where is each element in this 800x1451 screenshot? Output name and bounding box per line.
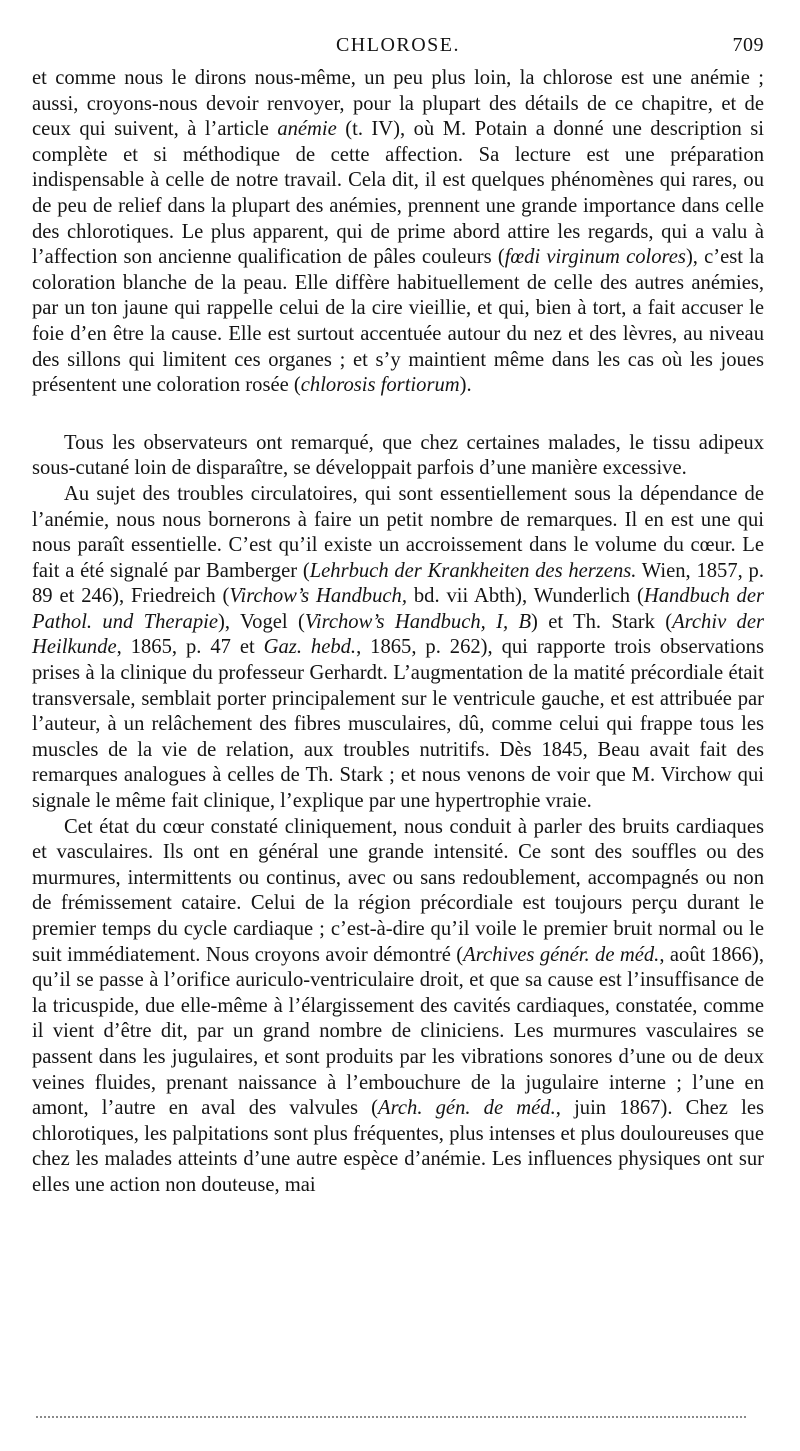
running-title: CHLOROSE. [335,34,461,56]
italic-run: Gaz. hebd. [263,636,357,659]
paragraph-4 [32,815,764,1199]
text-run: , 1865, p. 262), qui rapporte trois observations prises à la clinique du professeur Gerhardt. L’augmentation de la matité précordiale était transversale, semblait porter principalement sur le ventricule gauche, et est attribuée par l’auteur, à un relâchement des fibres musculaires, dû, comme celui qui frappe tous les muscles de la vie de relation, aux troubles nutritifs. Dès 1845, Beau avait fait des remarques analogues à celles de Th. Stark ; et nous venons de voir que M. Virchow qui signale le même fait clinique, l’explique par une hypertrophie vraie. [32,636,764,813]
paragraph-3 [32,482,764,815]
text-run: et comme nous le dirons nous-même, un peu plus loin, la chlorose est une anémie ; aussi, croyons-nous devoir renvoyer, pour la plupart des détails de ce chapitre, et de ceux qui suivent, à l’article [32,67,764,141]
italic-run: Arch. gén. de méd. [378,1097,556,1120]
text-run: Wien, 1857, p. 89 et 246), Friedreich ( [32,559,764,608]
text-run: bd. vii Abth), Wunderlich ( [406,585,644,608]
italic-run: chlorosis fortiorum [300,374,460,397]
italic-run: Archiv der Heilkunde [32,610,764,659]
text-run: (t. IV), où M. Potain a donné une description si complète et si méthodique de cette affection. Sa lecture est une préparation indispensable à celle de notre travail. Cela dit, il est quelques phénomènes qui rares, ou de peu de relief dans la plupart des anémies, prennent une grande importance dans celle des chlorotiques. Le plus apparent, qui de prime abord attire les regards, qui a valu à l’affection son ancienne qualification de pâles couleurs ( [32,118,765,269]
text-run: , juin 1867). Chez les chlorotiques, les palpitations sont plus fréquentes, plus intenses et plus douloureuses que chez les malades atteints d’une autre espèce d’anémie. Les influences physiques ont sur elles une action non douteuse, mai [32,1097,764,1196]
text-run: Tous les observateurs ont remarqué, que chez certaines malades, le tissu adipeux sous-cutané loin de disparaître, se développait parfois d’une manière excessive. [32,431,764,480]
paragraph-2 [32,431,764,482]
text-run: ), Vogel ( [217,610,305,633]
paragraph-1 [32,66,764,399]
text-run: Au sujet des troubles circulatoires, qui sont essentiellement sous la dépendance de l’anémie, nous nous bornerons à faire un petit nombre de remarques. Il en est une qui nous paraît essentielle. C’est qu’il existe un accroissement dans le volume du cœur. Le fait a été signalé par Bamberger ( [32,482,764,582]
paragraph-gap [32,399,764,431]
italic-run: Virchow’s Handbuch, I, B [304,610,532,633]
italic-run: fœdi virginum colores [504,246,686,269]
text-run: , août 1866), qu’il se passe à l’orifice auriculo-ventriculaire droit, et que sa cause est l’insuffisance de la tricuspide, due elle-même à l’élargissement des cavités cardiaques, constatée, comme il vient d’être dit, par un grand nombre de cliniciens. Les murmures vasculaires se passent dans les jugulaires, et sont produits par les vibrations sonores d’une ou de deux veines fluides, prenant naissance à l’embouchure de la jugulaire interne ; l’une en amont, l’autre en aval des valvules ( [32,943,764,1120]
italic-run: Lehrbuch der Krankheiten des herzens. [309,559,637,582]
text-run: ) et Th. Stark ( [531,610,673,633]
text-run: Cet état du cœur constaté cliniquement, nous conduit à parler des bruits cardiaques et vasculaires. Ils ont en général une grande intensité. Ce sont des souffles ou des murmures, intermittents ou continus, avec ou sans redoublement, accompagnés ou non de frémissement cataire. Celui de la région précordiale est toujours perçu durant le premier temps du cycle cardiaque ; c’est-à-dire qu’il voile le premier bruit normal ou le suit immédiatement. Nous croyons avoir démontré ( [32,815,764,966]
italic-run: Handbuch der Pathol. und Therapie [32,585,764,633]
italic-run: Virchow’s Handbuch, [229,585,407,608]
running-head [32,26,764,66]
italic-run: anémie [277,118,337,141]
text-run: , 1865, p. 47 et [116,636,264,659]
footer-dotted-rule [36,1416,746,1418]
text-run: ), c’est la coloration blanche de la peau. Elle diffère habituellement de celle des autres anémies, par un ton jaune qui rappelle celui de la cire vieillie, et qui, bien à tort, a fait accuser le foie d’en être la cause. Elle est surtout accentuée autour du nez et des lèvres, au niveau des sillons qui limitent ces organes ; et s’y maintient même dans les cas où les joues présentent une coloration rosée ( [32,246,765,397]
italic-run: Archives génér. de méd. [463,943,660,966]
page-number: 709 [732,34,764,56]
text-run: ). [459,374,472,397]
